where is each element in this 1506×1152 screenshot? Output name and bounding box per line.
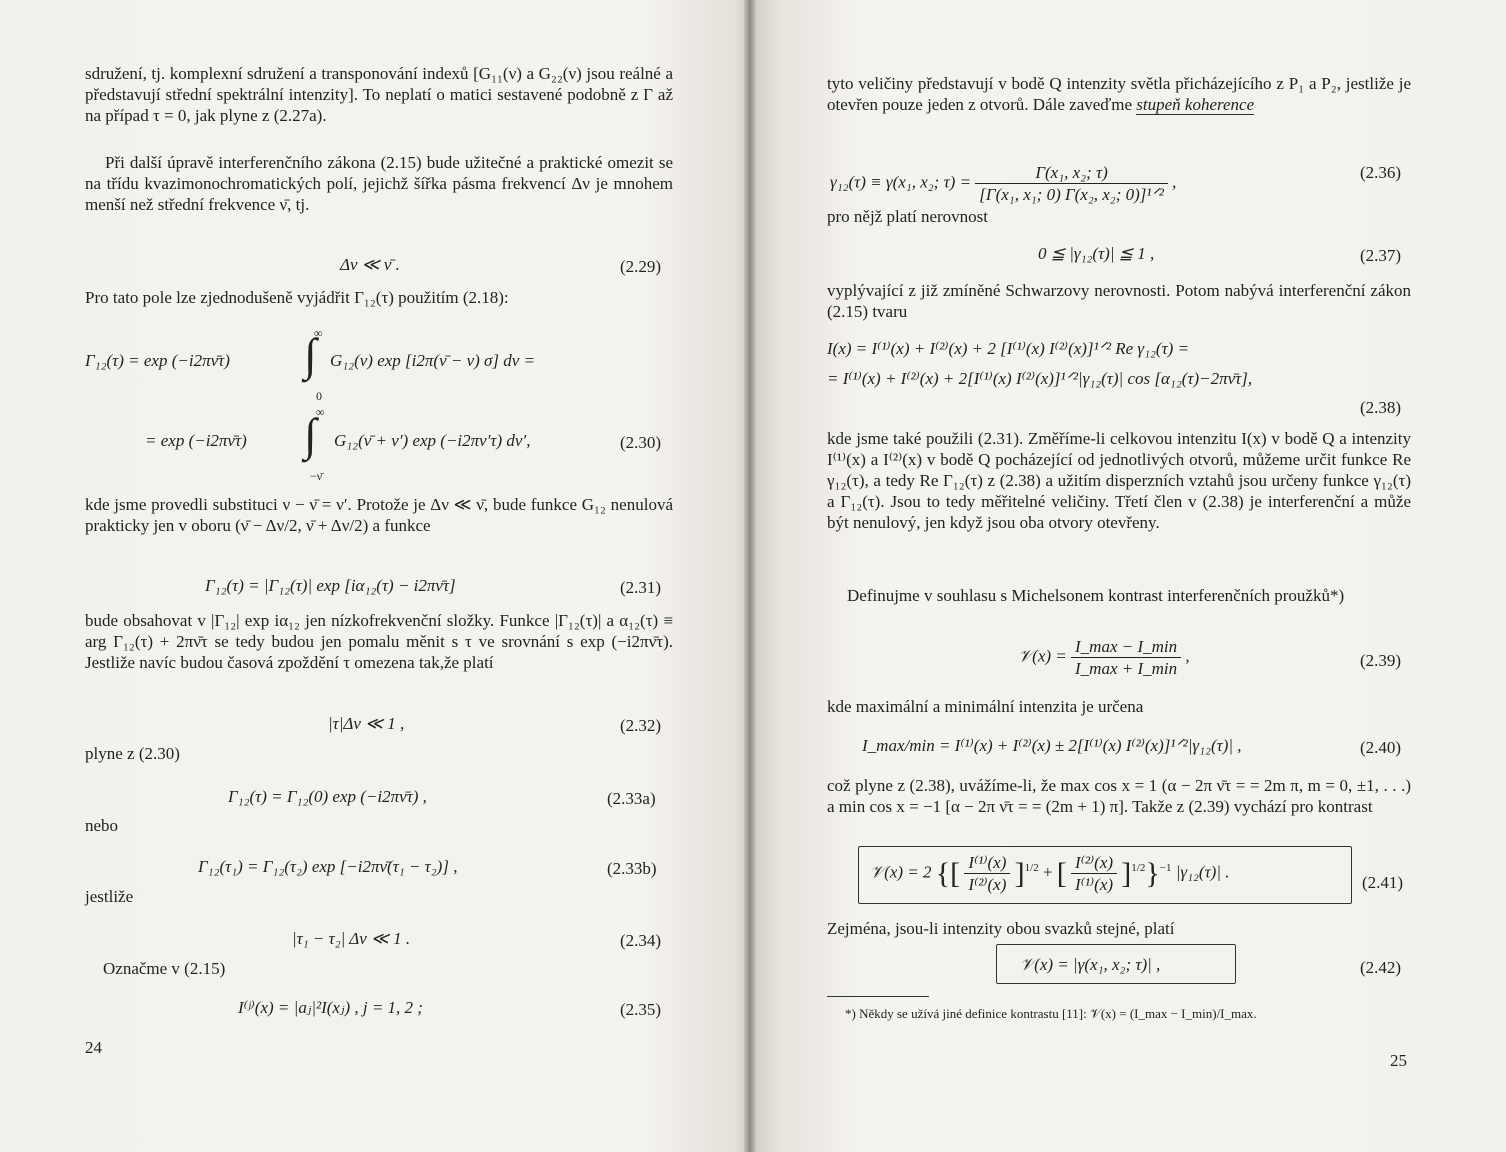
fraction-coherence: $\frac{\text{Γ(x₁, x₂; τ)}}{\text{[Γ(x₁, x₁; 0) Γ(x₂, x₂; 0)]¹ᐟ²}}$ <box>975 162 1168 205</box>
equation-2-42: 𝒱(x) = |γ(x₁, x₂; τ)| , <box>1020 955 1161 974</box>
text-jestlize: jestliže <box>85 887 134 906</box>
text-nebo: nebo <box>85 816 119 835</box>
paragraph-low-frequency: bude obsahovat v |Γ₁₂| exp iα₁₂ jen nízkofrekvenční složky. Funkce |Γ₁₂(τ)| a α₁₂(τ) ≡ arg Γ₁₂(τ) + 2πν̄τ se tedy budou jen pomalu měnit s τ ve srovnání s exp (−i2πν̄τ). Jestliže navíc budou časová zpoždění τ omezena tak,že platí <box>85 611 673 672</box>
text-plyne: plyne z (2.30) <box>85 744 180 763</box>
equation-2-31: Γ₁₂(τ) = |Γ₁₂(τ)| exp [iα₁₂(τ) − i2πν̄τ] <box>205 576 456 595</box>
equation-2-38a: I(x) = I⁽¹⁾(x) + I⁽²⁾(x) + 2 [I⁽¹⁾(x) I⁽²⁾(x)]¹ᐟ² Re γ₁₂(τ) = <box>827 339 1190 358</box>
equation-2-32: |τ|Δν ≪ 1 , <box>328 714 405 733</box>
fraction-intensity-ratio-2: $\frac{\text{I⁽²⁾(x)}}{\text{I⁽¹⁾(x)}}$ <box>1071 852 1117 895</box>
integral-lower-limit-1: 0 <box>316 389 322 403</box>
equation-2-30b-integrand: G₁₂(ν̄ + ν′) exp (−i2πν′τ) dν′, <box>334 431 531 450</box>
equation-2-33a: Γ₁₂(τ) = Γ₁₂(0) exp (−i2πν̄τ) , <box>228 787 427 806</box>
paragraph-contrast-definition: Definujme v souhlasu s Michelsonem kontrast interferenčních proužků*) <box>847 586 1345 605</box>
right-page <box>750 0 1506 1152</box>
equation-2-34: |τ₁ − τ₂| Δν ≪ 1 . <box>292 929 411 948</box>
text-pro-nejz: pro nějž platí nerovnost <box>827 207 988 226</box>
equation-number-2-33b: (2.33b) <box>607 859 657 878</box>
equation-2-38b: = I⁽¹⁾(x) + I⁽²⁾(x) + 2[I⁽¹⁾(x) I⁽²⁾(x)]¹ᐟ²|γ₁₂(τ)| cos [α₁₂(τ)−2πν̄τ], <box>827 369 1253 388</box>
equation-number-2-38: (2.38) <box>1360 398 1402 417</box>
paragraph-substitution: kde jsme provedli substituci ν − ν̄ = ν′. Protože je Δν ≪ ν̄, bude funkce G₁₂ nenulová prakticky jen v oboru (ν̄ − Δν/2, ν̄ + Δν/2) a funkce <box>85 495 673 535</box>
footnote: *) Někdy se užívá jiné definice kontrastu [11]: 𝒱(x) = (I_max − I_min)/I_max. <box>845 1006 1257 1021</box>
paragraph-max-min: což plyne z (2.38), uvážíme-li, že max cos x = 1 (α − 2π ν̄τ = = 2m π, m = 0, ±1, . . .) a min cos x = −1 [α − 2π ν̄τ = = (2m + 1) π]. Takže z (2.39) vychází pro kontrast <box>827 776 1411 816</box>
left-page <box>0 0 750 1152</box>
equation-2-39: 𝒱(x) = $\frac{I\_\max - I\_\min}{I\_\max + I\_\min}$ , <box>1018 637 1190 678</box>
footnote-rule <box>827 996 929 997</box>
paragraph-intensities: tyto veličiny představují v bodě Q intenzity světla přicházejícího z P₁ a P₂, jestliže je otevřen pouze jeden z otvorů. Dále zaveďme stupeň koherence <box>827 74 1411 114</box>
fraction-intensity-ratio-1: $\frac{\text{I⁽¹⁾(x)}}{\text{I⁽²⁾(x)}}$ <box>964 852 1010 895</box>
equation-2-29: Δν ≪ ν̄ . <box>340 255 400 274</box>
equation-2-41: 𝒱(x) = 2 {[ $\frac{\text{I⁽¹⁾(x)}}{\text{I⁽²⁾(x)}}$ ]$^{1/2}$ + [ $\frac{\text{I⁽²⁾(x)}}{\text{I⁽¹⁾(x)}}$ ]$^{1/2}$}$^{-1}$ |γ₁₂(τ)| . <box>870 853 1230 894</box>
paragraph-quasimonochromatic: Při další úpravě interferenčního zákona (2.15) bude užitečné a praktické omezit se na třídu kvazimonochromatických polí, jejichž šířka pásma frekvencí Δν je mnohem menší než střední frekvence ν̄, tj. <box>85 153 673 214</box>
text-kde-maximalni: kde maximální a minimální intenzita je určena <box>827 697 1144 716</box>
equation-2-30a-lhs: Γ₁₂(τ) = exp (−i2πν̄τ) <box>85 351 230 370</box>
integral-sign-1: ∫ <box>304 329 317 380</box>
equation-2-40: I_max/min = I⁽¹⁾(x) + I⁽²⁾(x) ± 2[I⁽¹⁾(x) I⁽²⁾(x)]¹ᐟ²|γ₁₂(τ)| , <box>862 736 1242 755</box>
equation-number-2-29: (2.29) <box>620 257 662 276</box>
fraction-contrast: $\frac{I\_\max - I\_\min}{I\_\max + I\_\min}$ <box>1071 636 1181 679</box>
integral-lower-limit-2: −ν̄ <box>310 469 323 483</box>
equation-number-2-31: (2.31) <box>620 578 662 597</box>
equation-2-35: I⁽ʲ⁾(x) = |aⱼ|²I(xⱼ) , j = 1, 2 ; <box>238 998 423 1017</box>
equation-number-2-39: (2.39) <box>1360 651 1402 670</box>
equation-number-2-41: (2.41) <box>1362 873 1404 892</box>
equation-2-30a-integrand: G₁₂(ν) exp [i2π(ν̄ − ν) σ] dν = <box>330 351 536 370</box>
paragraph-measurable: kde jsme také použili (2.31). Změříme-li celkovou intenzitu I(x) v bodě Q a intenzity I⁽¹⁾(x) a I⁽²⁾(x) v bodě Q pocházející od jednotlivých otvorů, můžeme určit funkce Re γ₁₂(τ), a tedy Re Γ₁₂(τ) z (2.38) a užitím disperzních vztahů jsou určeny funkce γ₁₂(τ) a Γ₁₂(τ). Jsou to tedy měřitelné veličiny. Třetí člen v (2.38) je interferenční a může být nenulový, jen když jsou oba otvory otevřeny. <box>827 429 1411 532</box>
text-oznacme: Označme v (2.15) <box>103 959 226 978</box>
book-gutter <box>744 0 756 1152</box>
page-number-right: 25 <box>1390 1051 1407 1070</box>
equation-number-2-35: (2.35) <box>620 1000 662 1019</box>
integral-upper-limit-1: ∞ <box>314 326 323 340</box>
equation-2-33b: Γ₁₂(τ₁) = Γ₁₂(τ₂) exp [−i2πν̄(τ₁ − τ₂)] , <box>198 857 458 876</box>
equation-2-36: γ₁₂(τ) ≡ γ(x₁, x₂; τ) = $\frac{\text{Γ(x₁, x₂; τ)}}{\text{[Γ(x₁, x₁; 0) Γ(x₂, x₂; 0)]¹ᐟ²}}$ , <box>830 163 1177 204</box>
paragraph-intro: sdružení, tj. komplexní sdružení a transponování indexů [G₁₁(ν) a G₂₂(ν) jsou reálné a představují střední spektrální intenzity]. To neplatí o matici sestavené podobně z Γ až na případ τ = 0, jak plyne z (2.27a). <box>85 64 673 125</box>
text-zejmena: Zejména, jsou-li intenzity obou svazků stejné, platí <box>827 919 1175 938</box>
page-number-left: 24 <box>85 1038 102 1057</box>
equation-2-30b-lhs: = exp (−i2πν̄τ) <box>145 431 247 450</box>
equation-number-2-30: (2.30) <box>620 433 662 452</box>
integral-upper-limit-2: ∞ <box>316 405 325 419</box>
equation-2-37: 0 ≦ |γ₁₂(τ)| ≦ 1 , <box>1038 244 1155 263</box>
equation-number-2-34: (2.34) <box>620 931 662 950</box>
equation-number-2-37: (2.37) <box>1360 246 1402 265</box>
equation-number-2-32: (2.32) <box>620 716 662 735</box>
term-degree-of-coherence: stupeň koherence <box>1136 95 1255 114</box>
equation-number-2-33a: (2.33a) <box>607 789 656 808</box>
paragraph-interference-law: vyplývající z již zmíněné Schwarzovy nerovnosti. Potom nabývá interferenční zákon (2.15) tvaru <box>827 281 1411 321</box>
integral-sign-2: ∫ <box>304 409 317 460</box>
paragraph-simplification: Pro tato pole lze zjednodušeně vyjádřit Γ₁₂(τ) použitím (2.18): <box>85 288 509 307</box>
equation-number-2-40: (2.40) <box>1360 738 1402 757</box>
equation-number-2-42: (2.42) <box>1360 958 1402 977</box>
equation-number-2-36: (2.36) <box>1360 163 1402 182</box>
